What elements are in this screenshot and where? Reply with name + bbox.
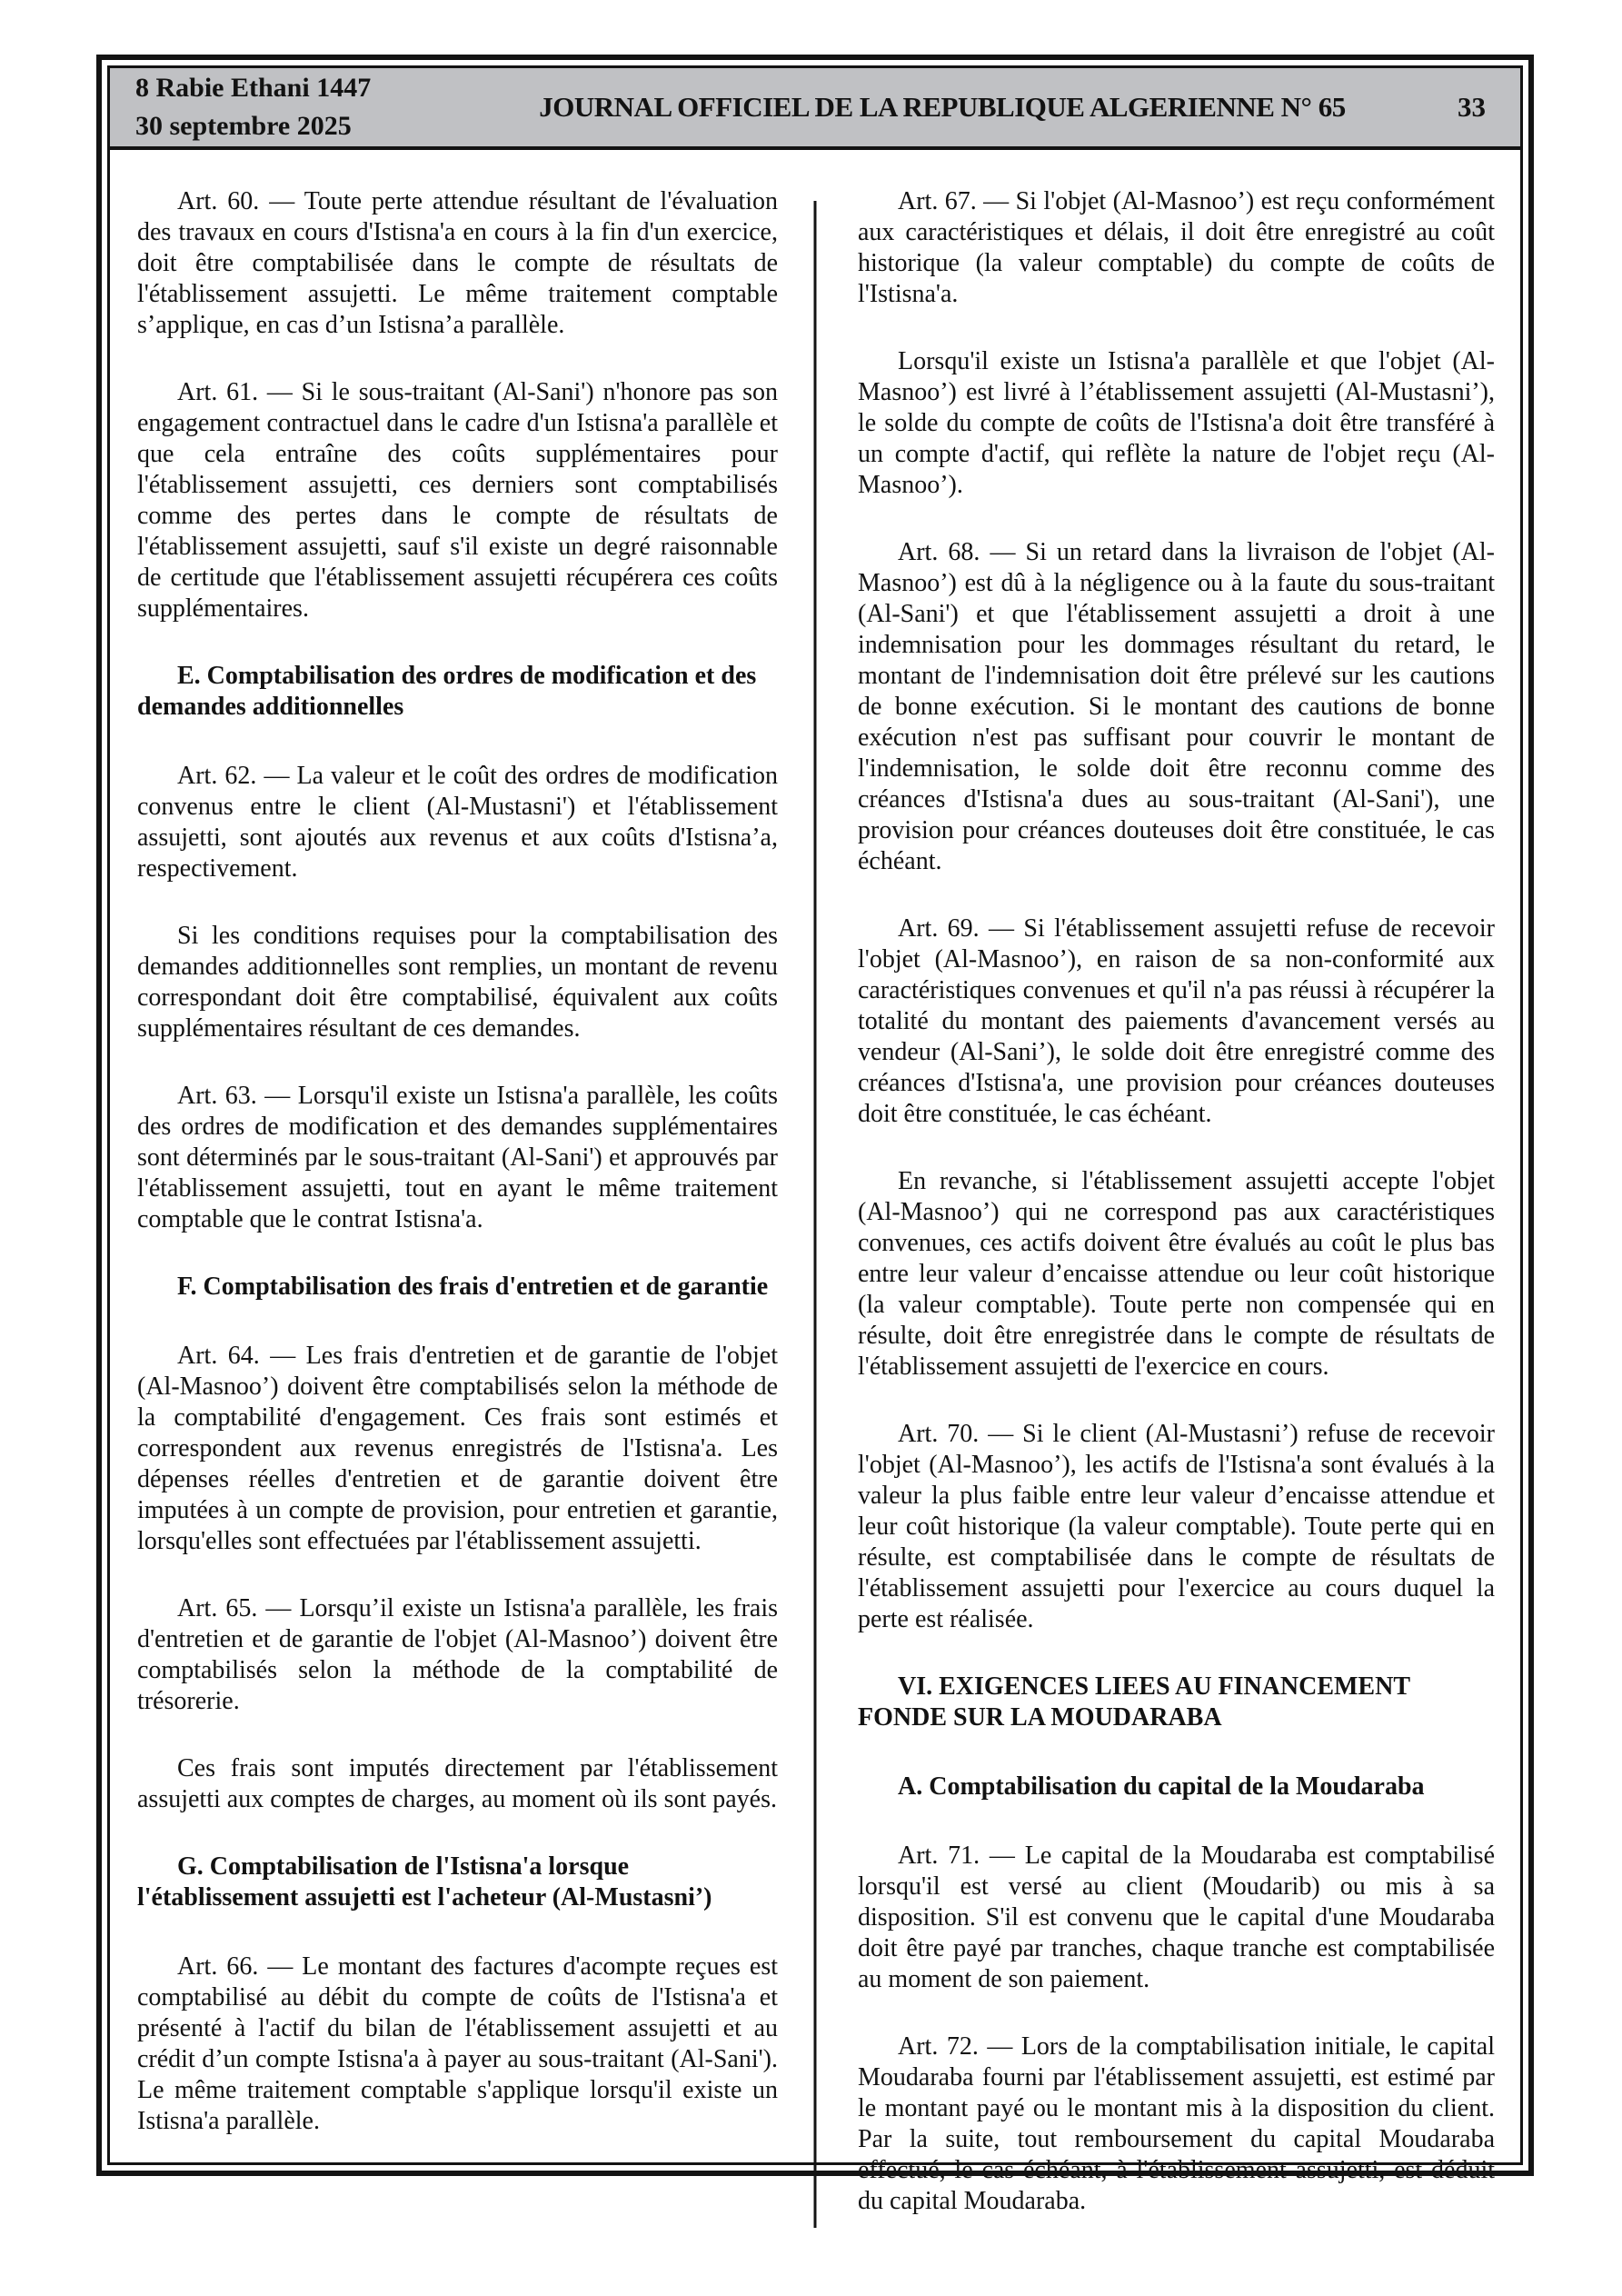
article-69-paragraph: Art. 69. — Si l'établissement assujetti refuse de recevoir l'objet (Al-Masnoo’), en raison de sa non-conformité aux caractéristiques convenues et qu'il n'a pas réussi à récupérer la totalité du montant des paiements d'avancement versés au vendeur (Al-Sani’), le solde doit être enregistré comme des créances d'Istisna'a, une provision pour créances douteuses doit être constituée, le cas échéant. (858, 914, 1495, 1128)
article-71-paragraph: Art. 71. — Le capital de la Moudaraba est comptabilisé lorsqu'il est versé au client (Moudarib) ou mis à sa disposition. S'il est convenu que le capital d'une Moudaraba doit être payé par tranches, chaque tranche est comptabilisée au moment de son paiement. (858, 1842, 1495, 1993)
article-65-paragraph-2: Ces frais sont imputés directement par l'établissement assujetti aux comptes de charges, au moment où ils sont payés. (137, 1754, 778, 1813)
page-header (110, 68, 1520, 150)
article-65-paragraph: Art. 65. — Lorsqu’il existe un Istisna'a parallèle, les frais d'entretien et de garantie de l'objet (Al-Masnoo’) doivent être comptabilisés selon la méthode de la comptabilité de trésorerie. (137, 1594, 778, 1715)
page-number: 33 (1458, 91, 1486, 123)
article-62-paragraph-2: Si les conditions requises pour la comptabilisation des demandes additionnelles sont remplies, un montant de revenu correspondant doit être comptabilisé, équivalent aux coûts supplémentaires résultant de ces demandes. (137, 922, 778, 1043)
left-column (137, 186, 816, 2217)
hijri-date: 8 Rabie Ethani 1447 (135, 73, 372, 103)
section-heading-vi: VI. EXIGENCES LIEES AU FINANCEMENT FONDE SUR LA MOUDARABA (858, 1672, 1410, 1732)
article-72-paragraph: Art. 72. — Lors de la comptabilisation initiale, le capital Moudaraba fourni par l'établissement assujetti, est estimé par le montant payé ou le montant mis à la disposition du client. Par la suite, tout remboursement du capital Moudaraba effectué, le cas échéant, à l'établissement assujetti, est déduit du capital Moudaraba. (858, 2032, 1495, 2215)
header-dates (135, 69, 499, 145)
gregorian-date: 30 septembre 2025 (135, 111, 352, 141)
column-divider (814, 201, 817, 2228)
journal-title: JOURNAL OFFICIEL DE LA REPUBLIQUE ALGERIENNE N° 65 (539, 91, 1346, 123)
article-70-paragraph: Art. 70. — Si le client (Al-Mustasni’) refuse de recevoir l'objet (Al-Masnoo’), les actifs de l'Istisna'a sont évalués à la valeur la plus faible entre leur valeur d’encaisse attendue et leur coût historique (la valeur comptable). Toute perte qui en résulte, est comptabilisée dans le compte de résultats de l'établissement assujetti pour l'exercice au cours duquel la perte est réalisée. (858, 1420, 1495, 1633)
section-heading-a: A. Comptabilisation du capital de la Moudaraba (898, 1772, 1425, 1801)
article-66-paragraph: Art. 66. — Le montant des factures d'acompte reçues est comptabilisé au débit du compte de coûts de l'Istisna'a et présenté à l'actif du bilan de l'établissement assujetti et au crédit d’un compte Istisna'a à payer au sous-traitant (Al-Sani'). Le même traitement comptable s'applique lorsqu'il existe un Istisna'a parallèle. (137, 1952, 778, 2135)
page-inner-frame (107, 65, 1523, 2215)
section-heading-e: E. Comptabilisation des ordres de modification et des demandes additionnelles (137, 662, 757, 721)
section-heading-g: G. Comptabilisation de l'Istisna'a lorsque l'établissement assujetti est l'acheteur (Al-Mustasni’) (137, 1852, 712, 1912)
article-61-paragraph: Art. 61. — Si le sous-traitant (Al-Sani') n'honore pas son engagement contractuel dans le cadre d'un Istisna'a parallèle et que cela entraîne des coûts supplémentaires pour l'établissement assujetti, ces derniers sont comptabilisés comme des pertes dans le compte de résultats de l'établissement assujetti, sauf s'il existe un degré raisonnable de certitude que l'établissement assujetti récupérera ces coûts supplémentaires. (137, 378, 778, 623)
article-60-paragraph: Art. 60. — Toute perte attendue résultant de l'évaluation des travaux en cours d'Istisna'a en cours à la fin d'un exercice, doit être comptabilisée dans le compte de résultats de l'établissement assujetti. Le même traitement comptable s’applique, en cas d’un Istisna’a parallèle. (137, 187, 778, 339)
article-64-paragraph: Art. 64. — Les frais d'entretien et de garantie de l'objet (Al-Masnoo’) doivent être comptabilisés selon la méthode de la comptabilité d'engagement. Ces frais sont estimés et correspondent aux revenus enregistrés de l'Istisna'a. Les dépenses réelles d'entretien et de garantie doivent être imputées à un compte de provision, pour entretien et garantie, lorsqu'elles sont effectuées par l'établissement assujetti. (137, 1342, 778, 1555)
right-column (816, 186, 1495, 2217)
page-outer-frame (96, 55, 1534, 2215)
article-62-paragraph: Art. 62. — La valeur et le coût des ordres de modification convenus entre le client (Al-Mustasni') et l'établissement assujetti, sont ajoutés aux revenus et aux coûts d'Istisna’a, respectivement. (137, 762, 778, 883)
article-68-paragraph: Art. 68. — Si un retard dans la livraison de l'objet (Al-Masnoo’) est dû à la négligence ou à la faute du sous-traitant (Al-Sani') et que l'établissement assujetti a droit à une indemnisation pour les dommages résultant du retard, le montant de l'indemnisation doit être prélevé sur les cautions de bonne exécution. Si le montant des cautions de bonne exécution n'est pas suffisant pour couvrir le montant de l'indemnisation, le solde doit être reconnu comme des créances d'Istisna'a dues au sous-traitant (Al-Sani'), une provision pour créances douteuses doit être constituée, le cas échéant. (858, 538, 1495, 875)
article-69-paragraph-2: En revanche, si l'établissement assujetti accepte l'objet (Al-Masnoo’) qui ne correspond pas aux caractéristiques convenues, ces actifs doivent être évalués au coût le plus bas entre leur valeur d’encaisse attendue ou leur coût historique (la valeur comptable). Toute perte non compensée qui en résulte, doit être enregistrée dans le compte de résultats de l'établissement assujetti de l'exercice en cours. (858, 1167, 1495, 1381)
section-heading-f: F. Comptabilisation des frais d'entretien et de garantie (177, 1273, 769, 1301)
article-67-paragraph-2: Lorsqu'il existe un Istisna'a parallèle et que l'objet (Al-Masnoo’) est livré à l’établissement assujetti (Al-Mustasni’), le solde du compte de coûts de l'Istisna'a doit être transféré à un compte d'actif, qui reflète la nature de l'objet reçu (Al-Masnoo’). (858, 347, 1495, 499)
article-63-paragraph: Art. 63. — Lorsqu'il existe un Istisna'a parallèle, les coûts des ordres de modification et des demandes supplémentaires sont déterminés par le sous-traitant (Al-Sani') et approuvés par l'établissement assujetti, tout en ayant le même traitement comptable que le contrat Istisna'a. (137, 1082, 778, 1233)
page-content (110, 150, 1520, 2239)
article-67-paragraph: Art. 67. — Si l'objet (Al-Masnoo’) est reçu conformément aux caractéristiques et délais, il doit être enregistré au coût historique (la valeur comptable) du compte de coûts de l'Istisna'a. (858, 187, 1495, 308)
